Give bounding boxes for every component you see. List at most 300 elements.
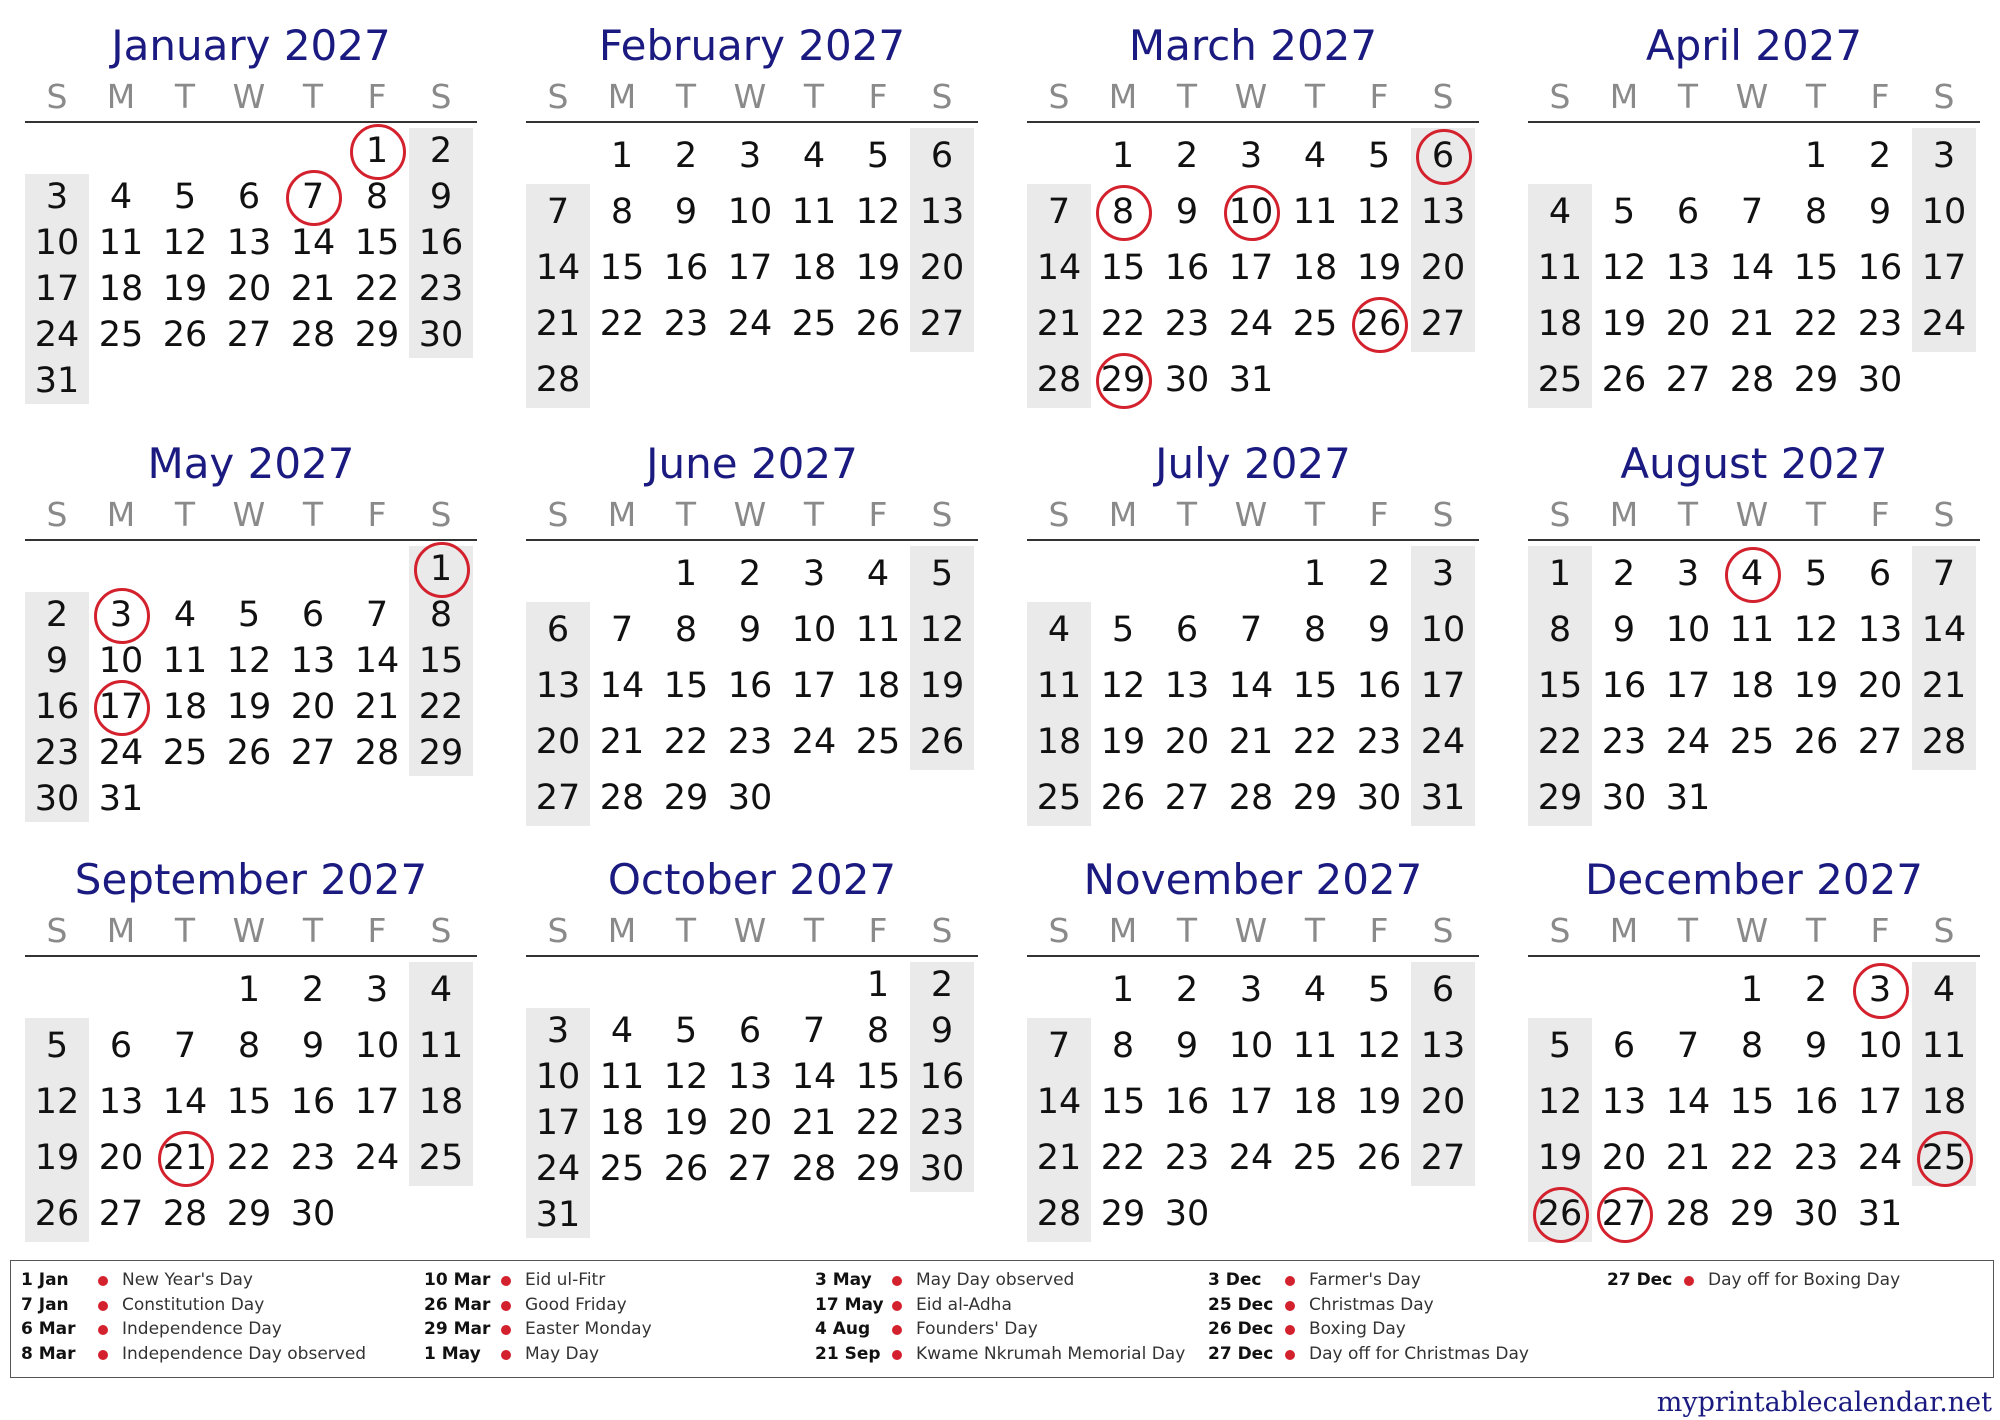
day-cell bbox=[1027, 296, 1091, 352]
holiday-marker bbox=[1416, 129, 1472, 185]
weekday-label: T bbox=[1805, 911, 1827, 950]
day-cell bbox=[153, 220, 217, 266]
day-number: 20 bbox=[1665, 304, 1711, 344]
day-number: 15 bbox=[418, 641, 464, 681]
day-cell bbox=[654, 714, 718, 770]
legend-bullet-icon bbox=[98, 1301, 108, 1311]
weekday-label: W bbox=[1735, 495, 1769, 534]
day-number: 24 bbox=[791, 722, 837, 762]
weekday-label: F bbox=[1870, 495, 1890, 534]
day-number: 16 bbox=[663, 248, 709, 288]
day-number: 21 bbox=[1665, 1138, 1711, 1178]
day-cell bbox=[1283, 546, 1347, 602]
day-number: 18 bbox=[599, 1103, 645, 1143]
legend-holiday-name: Independence Day observed bbox=[122, 1344, 367, 1364]
month-block bbox=[25, 852, 477, 1272]
holiday-marker bbox=[1352, 297, 1408, 353]
legend-item bbox=[414, 1342, 804, 1367]
day-cell bbox=[1912, 240, 1976, 296]
day-cell bbox=[1347, 128, 1411, 184]
weekday-label: S bbox=[1432, 495, 1454, 534]
weekday-header-row bbox=[1027, 910, 1479, 952]
month-title: December 2027 bbox=[1584, 855, 1924, 904]
day-cell bbox=[217, 638, 281, 684]
day-number: 13 bbox=[226, 223, 272, 263]
holiday-marker bbox=[1096, 353, 1152, 409]
legend-date: 7 Jan bbox=[21, 1295, 69, 1315]
day-number: 20 bbox=[919, 248, 965, 288]
day-cell bbox=[217, 174, 281, 220]
day-cell bbox=[718, 770, 782, 826]
day-cell bbox=[1219, 714, 1283, 770]
day-cell bbox=[153, 266, 217, 312]
month-block bbox=[1027, 852, 1479, 1272]
weekday-label: T bbox=[1304, 77, 1326, 116]
day-cell bbox=[1592, 296, 1656, 352]
day-cell bbox=[25, 1130, 89, 1186]
day-cell bbox=[910, 128, 974, 184]
day-number: 22 bbox=[663, 722, 709, 762]
day-cell bbox=[718, 602, 782, 658]
day-number: 9 bbox=[930, 1011, 954, 1051]
day-cell bbox=[1528, 658, 1592, 714]
day-cell bbox=[409, 730, 473, 776]
day-number: 1 bbox=[866, 965, 890, 1005]
day-number: 6 bbox=[109, 1026, 133, 1066]
day-cell bbox=[217, 312, 281, 358]
weekday-label: M bbox=[1609, 911, 1639, 950]
legend-bullet-icon bbox=[892, 1325, 902, 1335]
day-number: 30 bbox=[34, 779, 80, 819]
day-number: 22 bbox=[855, 1103, 901, 1143]
day-cell bbox=[1848, 1018, 1912, 1074]
day-cell bbox=[590, 240, 654, 296]
legend-bullet-icon bbox=[98, 1350, 108, 1360]
day-number: 19 bbox=[1356, 248, 1402, 288]
legend-holiday-name: Eid al-Adha bbox=[916, 1295, 1012, 1315]
day-number: 7 bbox=[802, 1011, 826, 1051]
day-cell bbox=[1027, 1018, 1091, 1074]
day-number: 9 bbox=[45, 641, 69, 681]
day-number: 28 bbox=[1665, 1194, 1711, 1234]
day-number: 22 bbox=[1292, 722, 1338, 762]
month-block bbox=[25, 18, 477, 438]
day-cell bbox=[910, 962, 974, 1008]
day-number: 19 bbox=[226, 687, 272, 727]
header-divider bbox=[1528, 121, 1980, 123]
day-cell bbox=[1848, 602, 1912, 658]
day-cell bbox=[1347, 184, 1411, 240]
day-number: 25 bbox=[1292, 1138, 1338, 1178]
day-cell bbox=[1027, 770, 1091, 826]
day-number: 4 bbox=[1548, 192, 1572, 232]
day-number: 9 bbox=[738, 610, 762, 650]
day-cell bbox=[910, 1008, 974, 1054]
day-cell bbox=[1784, 1186, 1848, 1242]
day-cell bbox=[1411, 546, 1475, 602]
day-number: 30 bbox=[1857, 360, 1903, 400]
day-number: 25 bbox=[1729, 722, 1775, 762]
day-cell bbox=[281, 684, 345, 730]
day-number: 14 bbox=[290, 223, 336, 263]
legend-date: 10 Mar bbox=[424, 1270, 491, 1290]
day-cell bbox=[153, 638, 217, 684]
day-cell bbox=[1411, 296, 1475, 352]
day-cell bbox=[1784, 296, 1848, 352]
day-number: 16 bbox=[1857, 248, 1903, 288]
day-cell bbox=[1784, 602, 1848, 658]
weekday-label: S bbox=[1549, 911, 1571, 950]
day-cell bbox=[89, 220, 153, 266]
day-number: 8 bbox=[365, 177, 389, 217]
day-number: 20 bbox=[1857, 666, 1903, 706]
day-number: 2 bbox=[1612, 554, 1636, 594]
day-number: 9 bbox=[674, 192, 698, 232]
day-number: 11 bbox=[1537, 248, 1583, 288]
weekday-label: T bbox=[1805, 77, 1827, 116]
day-number: 20 bbox=[1420, 1082, 1466, 1122]
day-number: 5 bbox=[1367, 136, 1391, 176]
legend-holiday-name: Constitution Day bbox=[122, 1295, 265, 1315]
weekday-label: S bbox=[1549, 495, 1571, 534]
day-cell bbox=[1155, 1018, 1219, 1074]
day-number: 16 bbox=[1164, 1082, 1210, 1122]
day-number: 25 bbox=[1921, 1138, 1967, 1178]
legend-date: 17 May bbox=[815, 1295, 884, 1315]
day-cell bbox=[1784, 240, 1848, 296]
day-cell bbox=[89, 1018, 153, 1074]
day-number: 23 bbox=[1356, 722, 1402, 762]
month-title: November 2027 bbox=[1083, 855, 1423, 904]
day-number: 28 bbox=[599, 778, 645, 818]
day-cell bbox=[910, 1146, 974, 1192]
month-title: March 2027 bbox=[1128, 21, 1378, 70]
day-cell bbox=[590, 296, 654, 352]
day-cell bbox=[782, 1100, 846, 1146]
legend-date: 1 Jan bbox=[21, 1270, 69, 1290]
day-cell bbox=[281, 1018, 345, 1074]
day-number: 8 bbox=[866, 1011, 890, 1051]
day-number: 26 bbox=[1356, 1138, 1402, 1178]
legend-item bbox=[1198, 1317, 1588, 1342]
day-cell bbox=[153, 1186, 217, 1242]
day-number: 17 bbox=[1228, 1082, 1274, 1122]
day-cell bbox=[281, 592, 345, 638]
day-cell bbox=[1656, 352, 1720, 408]
weekday-header-row bbox=[1027, 494, 1479, 536]
weekday-label: T bbox=[302, 77, 324, 116]
day-cell bbox=[1784, 546, 1848, 602]
day-cell bbox=[846, 1054, 910, 1100]
legend-bullet-icon bbox=[1285, 1276, 1295, 1286]
day-number: 30 bbox=[1164, 360, 1210, 400]
day-cell bbox=[718, 714, 782, 770]
day-cell bbox=[409, 128, 473, 174]
day-cell bbox=[1091, 658, 1155, 714]
legend-item bbox=[414, 1293, 804, 1318]
day-number: 14 bbox=[791, 1057, 837, 1097]
legend-bullet-icon bbox=[501, 1276, 511, 1286]
day-number: 26 bbox=[162, 315, 208, 355]
day-cell bbox=[1912, 546, 1976, 602]
day-cell bbox=[846, 296, 910, 352]
day-cell bbox=[1411, 770, 1475, 826]
legend-item bbox=[805, 1268, 1195, 1293]
month-title: September 2027 bbox=[74, 855, 428, 904]
day-cell bbox=[25, 1186, 89, 1242]
day-cell bbox=[590, 658, 654, 714]
header-divider bbox=[1027, 121, 1479, 123]
day-number: 23 bbox=[727, 722, 773, 762]
day-number: 15 bbox=[226, 1082, 272, 1122]
weekday-label: W bbox=[733, 495, 767, 534]
day-number: 27 bbox=[727, 1149, 773, 1189]
month-block bbox=[1528, 436, 1980, 856]
day-cell bbox=[1848, 658, 1912, 714]
day-cell bbox=[1155, 962, 1219, 1018]
day-number: 20 bbox=[535, 722, 581, 762]
day-cell bbox=[1283, 1130, 1347, 1186]
day-cell bbox=[89, 1186, 153, 1242]
day-number: 16 bbox=[1356, 666, 1402, 706]
weekday-label: S bbox=[1432, 77, 1454, 116]
weekday-label: S bbox=[931, 911, 953, 950]
day-cell bbox=[345, 1074, 409, 1130]
day-cell bbox=[654, 658, 718, 714]
weekday-label: W bbox=[1234, 495, 1268, 534]
day-cell bbox=[846, 602, 910, 658]
day-number: 9 bbox=[1612, 610, 1636, 650]
day-number: 23 bbox=[663, 304, 709, 344]
day-number: 20 bbox=[1601, 1138, 1647, 1178]
day-number: 5 bbox=[237, 595, 261, 635]
weekday-label: T bbox=[1805, 495, 1827, 534]
day-number: 1 bbox=[610, 136, 634, 176]
day-number: 5 bbox=[674, 1011, 698, 1051]
day-number: 10 bbox=[34, 223, 80, 263]
day-cell bbox=[1091, 1018, 1155, 1074]
day-number: 21 bbox=[162, 1138, 208, 1178]
day-cell bbox=[1155, 658, 1219, 714]
holiday-marker bbox=[286, 170, 342, 226]
legend-bullet-icon bbox=[501, 1325, 511, 1335]
day-cell bbox=[1219, 240, 1283, 296]
legend-date: 26 Mar bbox=[424, 1295, 491, 1315]
day-number: 23 bbox=[418, 269, 464, 309]
day-number: 26 bbox=[34, 1194, 80, 1234]
day-number: 7 bbox=[1740, 192, 1764, 232]
day-cell bbox=[409, 220, 473, 266]
day-number: 29 bbox=[1537, 778, 1583, 818]
day-cell bbox=[1411, 962, 1475, 1018]
day-number: 15 bbox=[599, 248, 645, 288]
day-number: 1 bbox=[1548, 554, 1572, 594]
holiday-marker bbox=[350, 124, 406, 180]
weekday-label: F bbox=[367, 495, 387, 534]
day-number: 19 bbox=[1793, 666, 1839, 706]
day-cell bbox=[1656, 1130, 1720, 1186]
day-number: 17 bbox=[535, 1103, 581, 1143]
day-cell bbox=[1720, 602, 1784, 658]
day-number: 5 bbox=[1548, 1026, 1572, 1066]
day-cell bbox=[217, 684, 281, 730]
day-number: 6 bbox=[1868, 554, 1892, 594]
day-number: 18 bbox=[1537, 304, 1583, 344]
day-number: 21 bbox=[290, 269, 336, 309]
day-cell bbox=[1155, 770, 1219, 826]
day-cell bbox=[25, 358, 89, 404]
day-number: 24 bbox=[1665, 722, 1711, 762]
day-number: 10 bbox=[1665, 610, 1711, 650]
day-number: 3 bbox=[802, 554, 826, 594]
day-number: 28 bbox=[1036, 1194, 1082, 1234]
site-watermark[interactable]: myprintablecalendar.net bbox=[1656, 1387, 1992, 1418]
day-cell bbox=[345, 220, 409, 266]
day-number: 29 bbox=[663, 778, 709, 818]
day-number: 29 bbox=[1292, 778, 1338, 818]
day-number: 20 bbox=[226, 269, 272, 309]
month-block bbox=[1528, 18, 1980, 438]
day-number: 15 bbox=[663, 666, 709, 706]
weekday-label: M bbox=[1609, 77, 1639, 116]
day-number: 1 bbox=[1303, 554, 1327, 594]
day-number: 18 bbox=[1921, 1082, 1967, 1122]
legend-bullet-icon bbox=[1684, 1276, 1694, 1286]
day-cell bbox=[1528, 770, 1592, 826]
day-number: 10 bbox=[354, 1026, 400, 1066]
day-cell bbox=[1784, 1074, 1848, 1130]
day-number: 8 bbox=[237, 1026, 261, 1066]
day-number: 4 bbox=[866, 554, 890, 594]
legend-item bbox=[11, 1342, 401, 1367]
day-cell bbox=[1720, 240, 1784, 296]
day-cell bbox=[1347, 296, 1411, 352]
weekday-header-row bbox=[25, 494, 477, 536]
day-cell bbox=[1720, 1186, 1784, 1242]
day-number: 14 bbox=[1036, 248, 1082, 288]
day-number: 13 bbox=[1857, 610, 1903, 650]
day-cell bbox=[1347, 1018, 1411, 1074]
day-number: 7 bbox=[1239, 610, 1263, 650]
day-number: 9 bbox=[1868, 192, 1892, 232]
day-number: 6 bbox=[738, 1011, 762, 1051]
day-cell bbox=[153, 1130, 217, 1186]
month-block bbox=[526, 436, 978, 856]
day-cell bbox=[654, 128, 718, 184]
month-block bbox=[25, 436, 477, 856]
header-divider bbox=[25, 539, 477, 541]
day-cell bbox=[89, 312, 153, 358]
day-cell bbox=[526, 1054, 590, 1100]
day-cell bbox=[1027, 1074, 1091, 1130]
holiday-marker bbox=[1725, 547, 1781, 603]
day-cell bbox=[782, 658, 846, 714]
day-cell bbox=[1656, 240, 1720, 296]
day-number: 15 bbox=[855, 1057, 901, 1097]
day-cell bbox=[1912, 602, 1976, 658]
day-number: 25 bbox=[1537, 360, 1583, 400]
day-number: 31 bbox=[1665, 778, 1711, 818]
day-number: 10 bbox=[98, 641, 144, 681]
day-number: 18 bbox=[98, 269, 144, 309]
day-number: 13 bbox=[1420, 1026, 1466, 1066]
header-divider bbox=[526, 539, 978, 541]
legend-item bbox=[414, 1268, 804, 1293]
day-number: 21 bbox=[1729, 304, 1775, 344]
header-divider bbox=[1528, 955, 1980, 957]
day-number: 26 bbox=[855, 304, 901, 344]
day-cell bbox=[217, 1186, 281, 1242]
day-number: 1 bbox=[237, 970, 261, 1010]
day-cell bbox=[1219, 770, 1283, 826]
day-number: 1 bbox=[1111, 970, 1135, 1010]
weekday-header-row bbox=[526, 910, 978, 952]
day-number: 2 bbox=[45, 595, 69, 635]
legend-bullet-icon bbox=[501, 1301, 511, 1311]
day-number: 9 bbox=[1367, 610, 1391, 650]
day-cell bbox=[1411, 184, 1475, 240]
legend-item bbox=[1597, 1268, 1987, 1293]
day-cell bbox=[1347, 1130, 1411, 1186]
holiday-marker bbox=[1853, 963, 1909, 1019]
day-cell bbox=[1656, 658, 1720, 714]
day-number: 23 bbox=[1164, 304, 1210, 344]
legend-date: 25 Dec bbox=[1208, 1295, 1274, 1315]
day-number: 28 bbox=[290, 315, 336, 355]
day-cell bbox=[25, 220, 89, 266]
day-cell bbox=[1155, 184, 1219, 240]
day-number: 25 bbox=[791, 304, 837, 344]
day-cell bbox=[654, 602, 718, 658]
day-number: 12 bbox=[226, 641, 272, 681]
day-number: 12 bbox=[663, 1057, 709, 1097]
day-number: 20 bbox=[1164, 722, 1210, 762]
day-number: 6 bbox=[1431, 136, 1455, 176]
holiday-legend bbox=[10, 1260, 1994, 1378]
weekday-label: S bbox=[46, 77, 68, 116]
day-number: 12 bbox=[1793, 610, 1839, 650]
day-number: 18 bbox=[1729, 666, 1775, 706]
weekday-label: M bbox=[607, 911, 637, 950]
weekday-label: F bbox=[1870, 77, 1890, 116]
day-cell bbox=[1027, 184, 1091, 240]
day-number: 27 bbox=[1164, 778, 1210, 818]
day-cell bbox=[1656, 770, 1720, 826]
day-number: 14 bbox=[599, 666, 645, 706]
day-number: 28 bbox=[1036, 360, 1082, 400]
day-number: 17 bbox=[1921, 248, 1967, 288]
day-number: 3 bbox=[1239, 136, 1263, 176]
day-number: 13 bbox=[535, 666, 581, 706]
day-number: 2 bbox=[1868, 136, 1892, 176]
day-cell bbox=[1347, 602, 1411, 658]
day-number: 5 bbox=[866, 136, 890, 176]
day-number: 1 bbox=[1804, 136, 1828, 176]
day-number: 2 bbox=[301, 970, 325, 1010]
weekday-label: F bbox=[1369, 495, 1389, 534]
holiday-marker bbox=[1597, 1187, 1653, 1243]
weekday-label: S bbox=[1432, 911, 1454, 950]
day-cell bbox=[409, 684, 473, 730]
day-number: 18 bbox=[791, 248, 837, 288]
day-cell bbox=[1528, 184, 1592, 240]
day-cell bbox=[345, 962, 409, 1018]
day-cell bbox=[281, 312, 345, 358]
day-number: 3 bbox=[1932, 136, 1956, 176]
weekday-label: S bbox=[46, 911, 68, 950]
weekday-label: S bbox=[430, 911, 452, 950]
day-number: 21 bbox=[535, 304, 581, 344]
